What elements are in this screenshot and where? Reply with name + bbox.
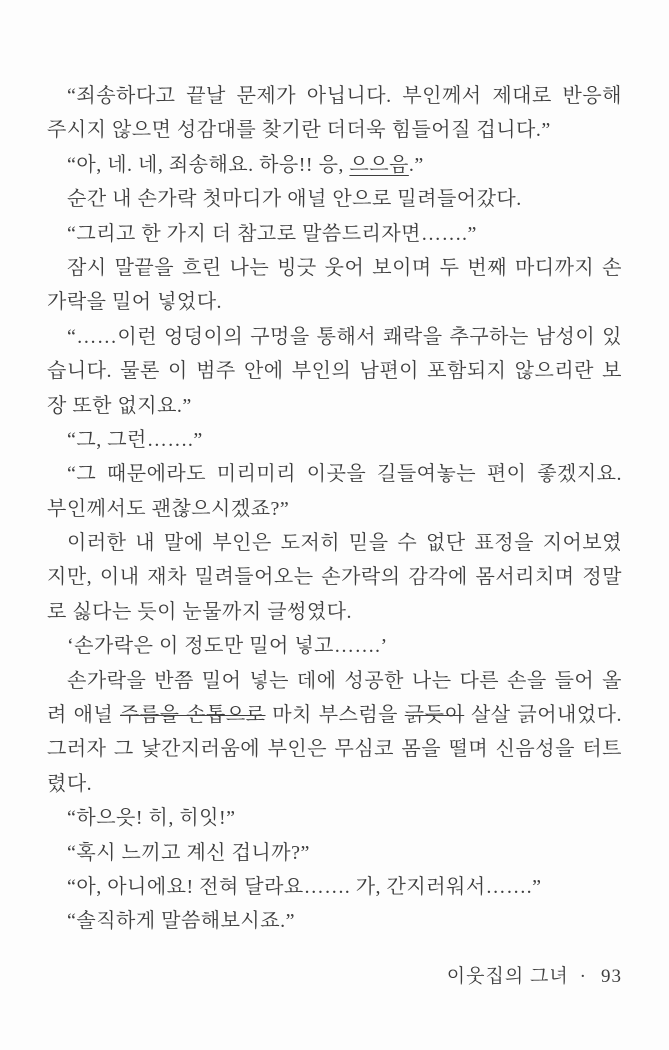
text-segment: “아, 아니에요! 전혀 달라요……. 가, 간지러워서…….” xyxy=(67,875,542,898)
text-line xyxy=(47,354,622,388)
text-line xyxy=(47,148,622,182)
text-segment: “그, 그런…….” xyxy=(67,428,203,451)
text-line xyxy=(47,457,622,491)
text-segment: 잠시 말끝을 흐린 나는 빙긋 웃어 보이며 두 번째 마디까지 손 xyxy=(67,256,622,279)
text-line xyxy=(47,285,622,319)
footer-page-number: 93 xyxy=(601,966,622,987)
text-segment: 이러한 내 말에 부인은 도저히 믿을 수 없단 표정을 지어보였 xyxy=(67,532,622,555)
text-segment: “……이런 엉덩이의 구멍을 통해서 쾌락을 추구하는 남성이 있 xyxy=(67,325,622,348)
text-segment: 그러자 그 낯간지러움에 부인은 무심코 몸을 떨며 신음성을 터트 xyxy=(47,738,622,761)
text-segment: 로 싫다는 듯이 눈물까지 글썽였다. xyxy=(47,600,352,623)
text-line xyxy=(47,836,622,870)
crease-marked-text: 주름을 손톱으로 xyxy=(120,704,266,727)
text-line xyxy=(47,698,622,732)
text-segment: “그 때문에라도 미리미리 이곳을 길들여놓는 편이 좋겠지요. xyxy=(67,463,622,486)
text-segment: 살살 긁어내었다. xyxy=(464,704,622,727)
text-segment: 려 애널 xyxy=(47,704,120,727)
text-line xyxy=(47,492,622,526)
text-line xyxy=(47,217,622,251)
text-segment: “혹시 느끼고 계신 겁니까?” xyxy=(67,841,310,864)
text-segment: 습니다. 물론 이 범주 안에 부인의 남편이 포함되지 않으리란 보 xyxy=(47,360,622,383)
text-segment: 손가락을 반쯤 밀어 넣는 데에 성공한 나는 다른 손을 들어 올 xyxy=(67,669,622,692)
text-segment: 지만, 이내 재차 밀려들어오는 손가락의 감각에 몸서리치며 정말 xyxy=(47,566,622,589)
text-segment: 부인께서도 괜찮으시겠죠?” xyxy=(47,497,290,520)
text-segment: 장 또한 없지요.” xyxy=(47,394,192,417)
crease-marked-text: 긁듯이 xyxy=(404,704,465,727)
text-line xyxy=(47,251,622,285)
text-segment: 주시지 않으면 성감대를 찾기란 더더욱 힘들어질 겁니다.” xyxy=(47,119,551,142)
footer-book-title: 이웃집의 그녀 xyxy=(446,966,569,987)
text-line xyxy=(47,595,622,629)
text-segment: 마치 부스럼을 xyxy=(265,704,405,727)
text-line xyxy=(47,423,622,457)
text-line xyxy=(47,767,622,801)
text-line xyxy=(47,79,622,113)
text-segment: 순간 내 손가락 첫마디가 애널 안으로 밀려들어갔다. xyxy=(67,188,522,211)
text-line xyxy=(47,870,622,904)
text-segment: “그리고 한 가지 더 참고로 말씀드리자면…….” xyxy=(67,222,477,245)
text-segment: “죄송하다고 끝날 문제가 아닙니다. 부인께서 제대로 반응해 xyxy=(67,85,622,107)
text-line xyxy=(47,320,622,354)
text-line xyxy=(47,904,622,938)
text-segment: 가락을 밀어 넣었다. xyxy=(47,291,223,314)
text-line xyxy=(47,182,622,216)
underlined-text: 으으음 xyxy=(349,153,409,176)
text-line xyxy=(47,732,622,766)
text-segment: “하으읏! 히, 히잇!” xyxy=(67,807,236,830)
text-segment: “솔직하게 말씀해보시죠.” xyxy=(67,910,295,933)
text-line xyxy=(47,560,622,594)
page-footer xyxy=(447,961,622,988)
text-line xyxy=(47,526,622,560)
text-segment: ‘손가락은 이 정도만 밀어 넣고…….’ xyxy=(67,635,388,658)
text-line xyxy=(47,389,622,423)
text-line xyxy=(47,801,622,835)
text-line xyxy=(47,664,622,698)
footer-separator: · xyxy=(579,966,587,987)
text-segment: “아, 네. 네, 죄송해요. 하응!! 응, xyxy=(67,153,350,176)
page-text xyxy=(47,79,622,939)
text-line xyxy=(47,113,622,147)
text-segment: .” xyxy=(408,153,424,176)
text-segment: 렸다. xyxy=(47,772,93,795)
text-line xyxy=(47,629,622,663)
